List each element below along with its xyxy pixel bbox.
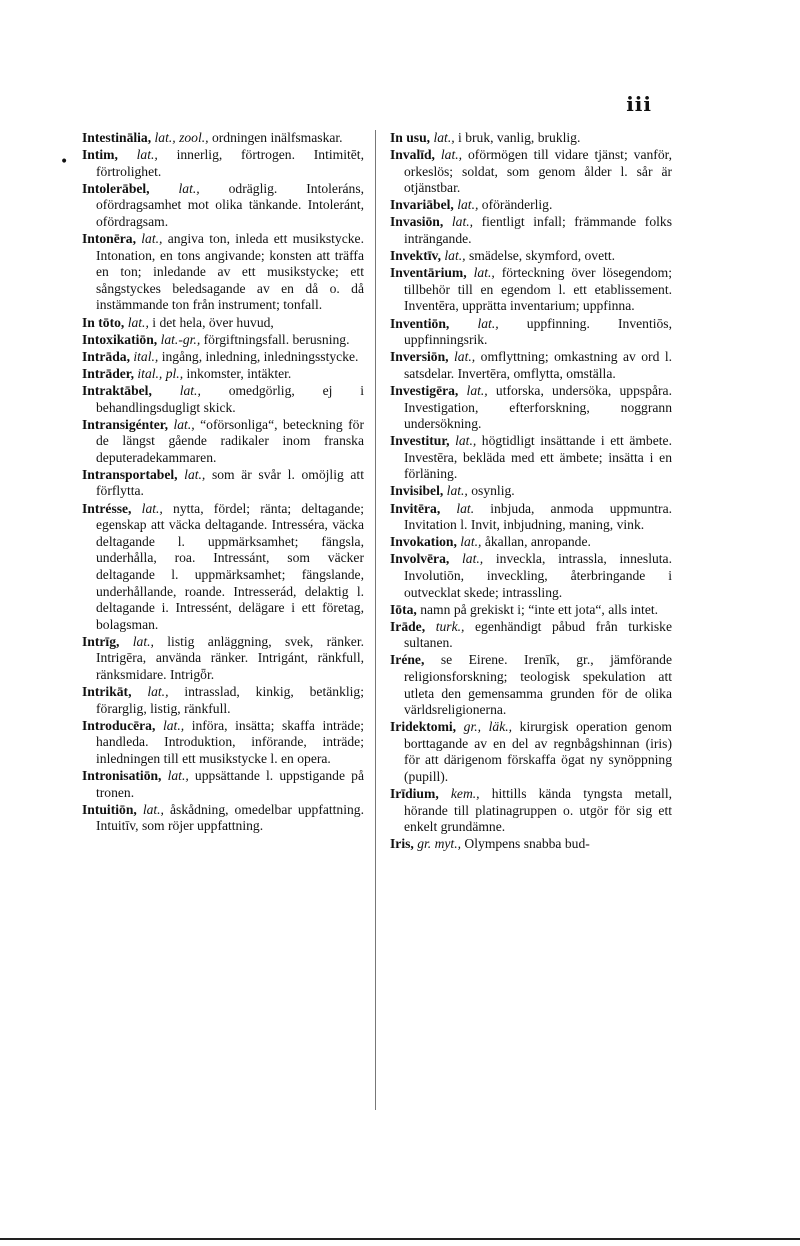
dictionary-entry	[390, 483, 672, 500]
entry-abbreviation: lat.,	[455, 433, 477, 449]
entry-abbreviation: lat.,	[142, 801, 164, 817]
dictionary-entry	[390, 383, 672, 433]
entry-abbreviation: turk.,	[435, 618, 465, 634]
dictionary-entry	[390, 130, 672, 147]
entry-headword: Intonēra,	[82, 231, 136, 247]
entry-definition: “oförsonliga“, beteckning för de längst gående radikaler inom franska deputeradekammaren.	[96, 416, 364, 465]
dictionary-entry	[82, 417, 364, 467]
entry-definition: uppsättande l. uppstigande på tronen.	[96, 768, 364, 800]
entry-headword: Irīdium,	[390, 786, 439, 802]
entry-headword: In tōto,	[82, 314, 125, 330]
entry-abbreviation: ital.,	[133, 348, 159, 364]
dictionary-entry	[82, 802, 364, 835]
entry-headword: Intuitiōn,	[82, 801, 137, 817]
entry-headword: Intraktābel,	[82, 382, 152, 398]
entry-definition: angiva ton, inleda ett musikstycke. Intonation, en tons angivande; konsten att träffa en ton; inledande av ett musikstycke; ett sångstyckes beledsagande av en då o. då instämmande ton från instrument; tonfall.	[96, 231, 364, 313]
entry-definition: införa, insätta; skaffa inträde; handleda. Introduktion, införande, inträde; inledningen till ett musikstycke l. en opera.	[96, 717, 365, 766]
entry-abbreviation: lat.,	[184, 466, 206, 482]
entry-abbreviation: lat.	[456, 500, 475, 516]
entry-definition: uppfinning. Inventiōs, uppfinningsrik.	[404, 315, 672, 348]
dictionary-entry	[390, 265, 672, 315]
entry-definition: oförmögen till vidare tjänst; vanför, orkeslös; soldat, som genom ålder l. sår är otjänstbar.	[404, 147, 672, 196]
dictionary-entry	[390, 501, 672, 534]
entry-definition: i bruk, vanlig, bruklig.	[458, 130, 581, 145]
dictionary-entry	[82, 315, 364, 332]
entry-abbreviation: lat.,	[477, 315, 499, 331]
entry-definition: åskådning, omedelbar uppfattning. Intuitīv, som röjer uppfattning.	[96, 801, 364, 834]
dictionary-entry	[82, 634, 364, 684]
dictionary-entry	[390, 836, 672, 853]
entry-definition: utforska, undersöka, uppspåra. Investigation, efterforskning, noggrann undersökning.	[404, 382, 672, 432]
entry-definition: nytta, fördel; ränta; deltagande; egenskap att väcka deltagande. Intresséra, väcka deltagande l. uppmärksamhet; fängsla, underhålla, roa. Intressánt, som väcker deltagande l. uppmärksamhet; fängslande, underhållande, roande. Intresserád, delaktig l. deltagande i. Intressént, delägare i ett företag, bolagsman.	[96, 500, 365, 632]
entry-abbreviation: lat.,	[136, 147, 158, 163]
entry-abbreviation: kem.,	[450, 786, 480, 802]
entry-definition: inbjuda, anmoda uppmuntra. Invitation l. Invit, inbjudning, maning, vink.	[404, 500, 673, 533]
entry-definition: innerlig, förtrogen. Intimitēt, förtrolighet.	[96, 147, 364, 179]
entry-definition: se Eirene. Irenīk, gr., jämförande religionsforskning; teologisk spekulation att utleta den gemensamma grunden för de olika världsreligionerna.	[404, 652, 672, 718]
column-divider	[375, 130, 376, 1110]
entry-headword: Iōta,	[390, 601, 417, 617]
entry-headword: Intrāder,	[82, 365, 134, 381]
entry-definition: kirurgisk operation genom borttagande av en del av regnbågshinnan (iris) för att därigenom förskaffa ögat ny synöppning (pupill).	[404, 719, 672, 785]
entry-abbreviation: lat.,	[460, 534, 482, 550]
dictionary-entry	[390, 534, 672, 551]
entry-headword: Intransigénter,	[82, 416, 168, 432]
entry-abbreviation: lat.,	[451, 214, 474, 230]
left-column	[82, 130, 364, 835]
entry-headword: Intrikāt,	[82, 684, 132, 700]
entry-headword: Intronisatiōn,	[82, 768, 162, 784]
dictionary-entry	[390, 652, 672, 718]
entry-headword: Invasiōn,	[390, 214, 444, 230]
entry-headword: Investitur,	[390, 433, 450, 449]
dictionary-entry	[390, 316, 672, 349]
entry-abbreviation: gr. myt.,	[417, 836, 462, 852]
entry-definition: inveckla, intrassla, innesluta. Involutiōn, inveckling, återbringande i outvecklat skede; intrassling.	[404, 551, 672, 600]
dictionary-entry	[82, 332, 364, 349]
entry-abbreviation: lat.,	[127, 314, 149, 330]
entry-headword: Intrīg,	[82, 633, 120, 649]
entry-abbreviation: lat.,	[440, 147, 463, 163]
entry-headword: Invitēra,	[390, 500, 441, 516]
entry-abbreviation: ital., pl.,	[137, 365, 184, 381]
entry-definition: omflyttning; omkastning av ord l. satsdelar. Invertēra, omflytta, omställa.	[404, 349, 673, 381]
entry-headword: Intransportabel,	[82, 466, 178, 482]
dictionary-entry	[390, 197, 672, 214]
entry-definition: Olympens snabba bud-	[464, 836, 590, 852]
page-number: iii	[626, 92, 652, 116]
dictionary-entry	[390, 214, 672, 247]
entry-abbreviation: lat.,	[178, 180, 200, 196]
dictionary-entry	[82, 349, 364, 366]
entry-definition: fientligt infall; främmande folks inträngande.	[404, 214, 672, 247]
entry-definition: i det hela, över huvud,	[152, 314, 274, 330]
entry-definition: odräglig. Intoleráns, ofördragsamhet mot olika tänkande. Intoleránt, ofördragsam.	[96, 180, 365, 229]
dictionary-entry	[390, 551, 672, 601]
entry-headword: Involvēra,	[390, 551, 450, 567]
entry-abbreviation: lat.,	[462, 551, 484, 567]
entry-abbreviation: lat.,	[147, 684, 169, 700]
entry-definition: oföränderlig.	[481, 197, 553, 213]
dictionary-entry	[390, 719, 672, 785]
dictionary-entry	[390, 602, 672, 619]
dictionary-entry	[390, 349, 672, 382]
entry-headword: Intim,	[82, 147, 118, 163]
entry-abbreviation: lat.,	[454, 349, 476, 365]
dictionary-entry	[82, 501, 364, 634]
dictionary-entry	[390, 248, 672, 265]
entry-abbreviation: lat., zool.,	[154, 130, 209, 145]
dictionary-entry	[82, 684, 364, 717]
entry-definition: osynlig.	[471, 483, 515, 499]
entry-abbreviation: lat.,	[132, 633, 154, 649]
entry-headword: Invektīv,	[390, 248, 441, 264]
entry-abbreviation: lat.,	[444, 248, 466, 264]
entry-definition: åkallan, anropande.	[484, 534, 591, 550]
entry-headword: Introducēra,	[82, 717, 156, 733]
dictionary-entry	[390, 147, 672, 197]
entry-headword: Inventiōn,	[390, 315, 450, 331]
dictionary-entry	[82, 768, 364, 801]
dictionary-entry	[82, 147, 364, 180]
entry-abbreviation: lat.,	[466, 382, 488, 398]
entry-headword: Intolerābel,	[82, 180, 150, 196]
entry-headword: Investigēra,	[390, 382, 459, 398]
entry-abbreviation: lat.,	[473, 265, 495, 281]
right-column	[390, 130, 672, 854]
entry-headword: Irāde,	[390, 618, 426, 634]
entry-definition: som är svår l. omöjlig att förflytta.	[96, 466, 364, 499]
entry-headword: Intrésse,	[82, 500, 132, 516]
entry-headword: In usu,	[390, 130, 431, 145]
entry-headword: Invariābel,	[390, 197, 454, 213]
entry-headword: Intrāda,	[82, 348, 130, 364]
dictionary-entry	[82, 467, 364, 500]
entry-definition: ordningen inälfsmaskar.	[211, 130, 343, 145]
entry-definition: smädelse, skymford, ovett.	[468, 248, 616, 264]
entry-abbreviation: lat.,	[141, 231, 163, 247]
dictionary-entry	[82, 383, 364, 416]
entry-headword: Invalīd,	[390, 147, 435, 163]
dictionary-entry	[82, 231, 364, 314]
entry-abbreviation: lat.,	[433, 130, 455, 145]
entry-abbreviation: lat.,	[446, 483, 468, 499]
dictionary-entry	[82, 366, 364, 383]
entry-definition: listig anläggning, svek, ränker. Intrigēra, använda ränker. Intrigánt, ränkfull, ränksmidare. Intrigȫr.	[96, 633, 364, 682]
bottom-border	[0, 1238, 800, 1240]
entry-abbreviation: lat.,	[141, 500, 163, 516]
entry-abbreviation: lat.,	[173, 416, 195, 432]
entry-definition: egenhändigt påbud från turkiske sultanen.	[404, 618, 673, 651]
entry-headword: Invokation,	[390, 534, 457, 550]
dictionary-entry	[82, 181, 364, 231]
dictionary-entry	[82, 718, 364, 768]
entry-abbreviation: gr., läk.,	[463, 719, 513, 735]
entry-headword: Invisibel,	[390, 483, 444, 499]
entry-definition: förteckning över lösegendom; tillbehör till en egendom l. ett etablissement. Inventēra, upprätta inventarium; uppfinna.	[404, 265, 672, 314]
entry-abbreviation: lat.-gr.,	[160, 331, 201, 347]
entry-headword: Inversiōn,	[390, 349, 449, 365]
entry-headword: Iréne,	[390, 652, 425, 668]
entry-abbreviation: lat.,	[179, 382, 201, 398]
entry-headword: Iridektomi,	[390, 719, 457, 735]
entry-definition: förgiftningsfall. berusning.	[203, 331, 350, 347]
entry-definition: namn på grekiskt i; “inte ett jota“, alls intet.	[420, 601, 659, 617]
entry-headword: Inventārium,	[390, 265, 467, 281]
entry-definition: omedgörlig, ej i behandlingsdugligt skick.	[96, 382, 364, 415]
dictionary-entry	[82, 130, 364, 147]
margin-dot: •	[60, 154, 69, 170]
dictionary-entry	[390, 433, 672, 483]
dictionary-entry	[390, 619, 672, 652]
entry-headword: Intoxikatiōn,	[82, 331, 158, 347]
entry-definition: inkomster, intäkter.	[186, 365, 292, 381]
entry-definition: hittills kända tyngsta metall, hörande till platinagruppen o. utgör för sig ett enkelt grundämne.	[404, 786, 673, 835]
entry-definition: intrasslad, kinkig, betänklig; förarglig, listig, ränkfull.	[96, 684, 364, 716]
entry-definition: ingång, inledning, inledningsstycke.	[161, 348, 359, 364]
entry-abbreviation: lat.,	[457, 197, 479, 213]
dictionary-entry	[390, 786, 672, 836]
entry-definition: högtidligt insättande i ett ämbete. Investēra, bekläda med ett ämbete; insätta i en förläning.	[404, 433, 672, 482]
entry-abbreviation: lat.,	[162, 717, 185, 733]
entry-headword: Intestināliа,	[82, 130, 152, 145]
entry-abbreviation: lat.,	[167, 768, 189, 784]
entry-headword: Iris,	[390, 836, 414, 852]
